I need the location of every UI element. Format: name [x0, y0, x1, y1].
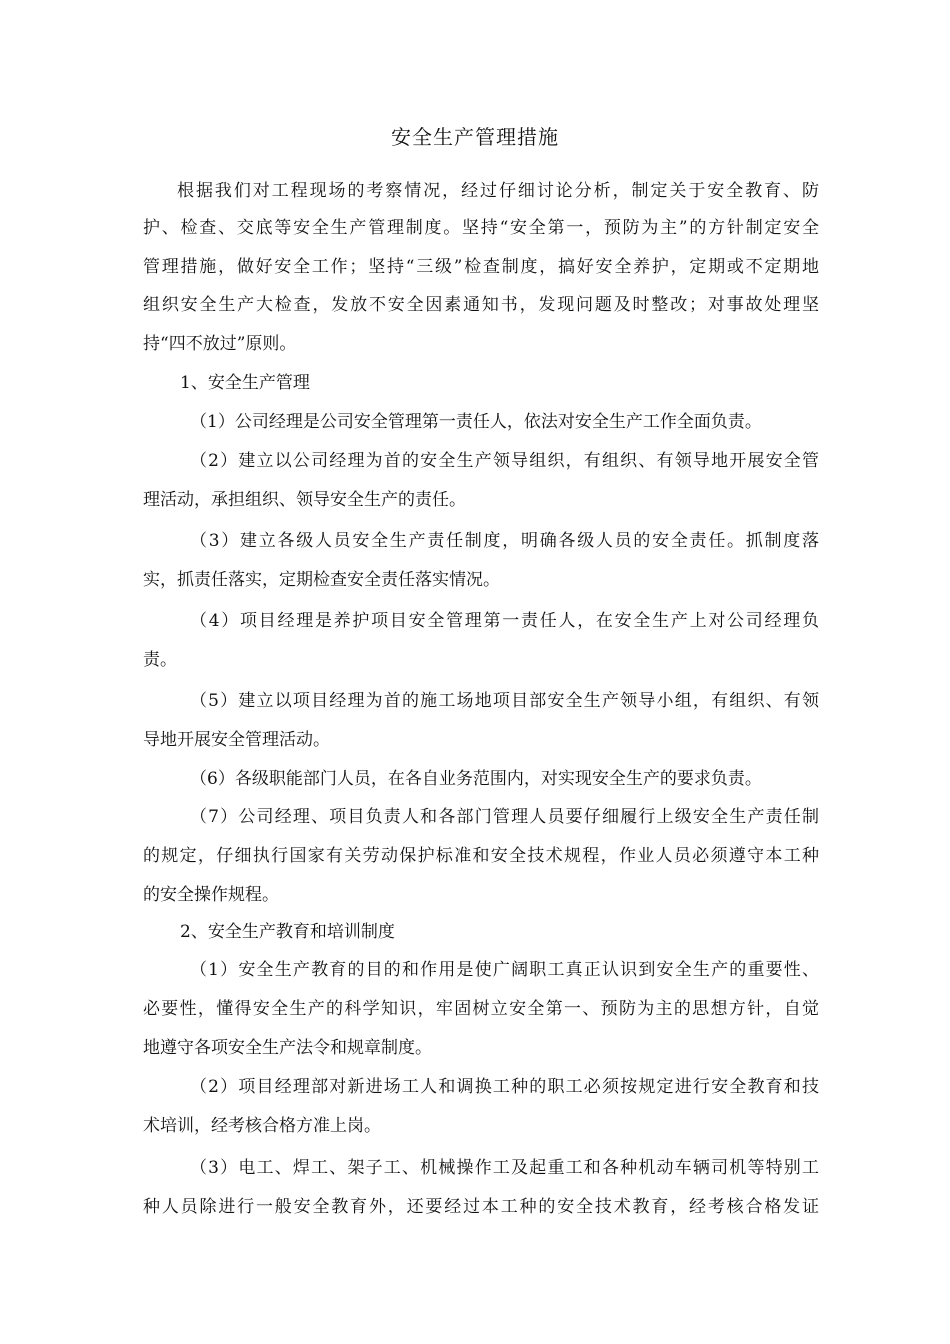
paragraph-line: （6）各级职能部门人员，在各自业务范围内，对实现安全生产的要求负责。: [190, 769, 762, 789]
intro-line: 持“四不放过”原则。: [143, 334, 297, 354]
intro-line: 管理措施，做好安全工作；坚持“三级”检查制度，搞好安全养护，定期或不定期地: [143, 257, 819, 277]
paragraph-line: （2）项目经理部对新进场工人和调换工种的职工必须按规定进行安全教育和技: [190, 1077, 819, 1097]
paragraph-line: （1）安全生产教育的目的和作用是使广阔职工真正认识到安全生产的重要性、: [190, 960, 819, 980]
paragraph-line: 导地开展安全管理活动。: [143, 730, 330, 750]
intro-line: 组织安全生产大检查，发放不安全因素通知书，发现问题及时整改；对事故处理坚: [143, 295, 819, 315]
paragraph-line: （7）公司经理、项目负责人和各部门管理人员要仔细履行上级安全生产责任制: [190, 807, 819, 827]
intro-line: 根据我们对工程现场的考察情况，经过仔细讨论分析，制定关于安全教育、防: [177, 181, 819, 201]
paragraph-line: 必要性，懂得安全生产的科学知识，牢固树立安全第一、预防为主的思想方针，自觉: [143, 999, 819, 1019]
paragraph-line: 种人员除进行一般安全教育外，还要经过本工种的安全技术教育，经考核合格发证: [143, 1197, 819, 1217]
intro-line: 护、检查、交底等安全生产管理制度。坚持“安全第一，预防为主”的方针制定安全: [143, 218, 819, 238]
section-heading: 2、安全生产教育和培训制度: [180, 922, 395, 942]
paragraph-line: （3）建立各级人员安全生产责任制度，明确各级人员的安全责任。抓制度落: [190, 531, 819, 551]
paragraph-line: （2）建立以公司经理为首的安全生产领导组织，有组织、有领导地开展安全管: [190, 451, 819, 471]
paragraph-line: （5）建立以项目经理为首的施工场地项目部安全生产领导小组，有组织、有领: [190, 691, 819, 711]
paragraph-line: （1）公司经理是公司安全管理第一责任人，依法对安全生产工作全面负责。: [190, 412, 762, 432]
paragraph-line: 地遵守各项安全生产法令和规章制度。: [143, 1038, 432, 1058]
paragraph-line: （4）项目经理是养护项目安全管理第一责任人，在安全生产上对公司经理负: [190, 611, 819, 631]
paragraph-line: 术培训，经考核合格方准上岗。: [143, 1116, 381, 1136]
section-heading: 1、安全生产管理: [180, 373, 310, 393]
paragraph-line: 的规定，仔细执行国家有关劳动保护标准和安全技术规程，作业人员必须遵守本工种: [143, 846, 819, 866]
paragraph-line: 理活动，承担组织、领导安全生产的责任。: [143, 490, 466, 510]
paragraph-line: 责。: [143, 650, 177, 670]
document-title: 安全生产管理措施: [391, 125, 559, 149]
paragraph-line: 的安全操作规程。: [143, 885, 279, 905]
paragraph-line: （3）电工、焊工、架子工、机械操作工及起重工和各种机动车辆司机等特别工: [190, 1158, 819, 1178]
paragraph-line: 实，抓责任落实，定期检查安全责任落实情况。: [143, 570, 500, 590]
